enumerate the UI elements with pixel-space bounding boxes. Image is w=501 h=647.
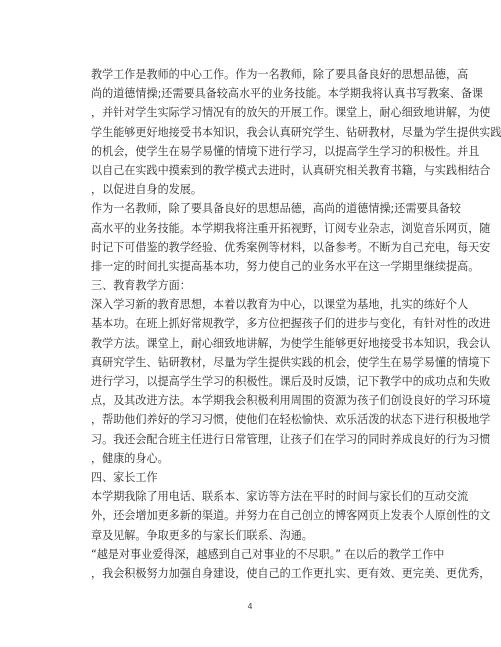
page-number: 4 bbox=[247, 602, 253, 611]
text-line: 以自己在实践中摸索到的教学模式去进时，认真研究相关教育书籍，与实践相结合 bbox=[91, 163, 491, 177]
text-line: 时记下可借鉴的教学经验、优秀案例等材料，以备参考。不断为自己充电，每天安 bbox=[91, 240, 491, 254]
body-text bbox=[91, 65, 501, 583]
text-line: ，健康的身心。 bbox=[91, 451, 169, 465]
text-line: 真研究学生、钻研教材，尽量为学生提供实践的机会，使学生在易学易懂的情境下 bbox=[91, 355, 491, 369]
text-line: ，帮助他们养好的学习习惯，使他们在轻松愉快、欢乐活泼的状态下进行积极地学 bbox=[91, 413, 491, 427]
text-line: 章及见解。争取更多的与家长们联系、沟通。 bbox=[91, 528, 313, 542]
text-line: “越是对事业爱得深，越感到自己对事业的不尽职。” 在以后的教学工作中 bbox=[91, 547, 445, 561]
text-line: 基本功。在班上抓好常规教学，多方位把握孩子们的进步与变化，有针对性的改进 bbox=[91, 317, 491, 331]
text-line: 教学工作是教师的中心工作。作为一名教师，除了要具备良好的思想品德，高 bbox=[91, 68, 469, 81]
text-line: 高水平的业务技能。本学期我将注重开拓视野，订阅专业杂志，浏览音乐网页，随 bbox=[91, 221, 491, 235]
text-line: ，以促进自身的发展。 bbox=[91, 183, 202, 197]
text-line: 作为一名教师，除了要具备良好的思想品德，高尚的道德情操;还需要具备较 bbox=[91, 202, 461, 216]
text-line: 外，还会增加更多新的渠道。并努力在自己创立的博客网页上发表个人原创性的文 bbox=[91, 509, 491, 523]
text-line: 三、教育教学方面： bbox=[91, 279, 191, 293]
text-line: 进行学习，以提高学生学习的积极性。课后及时反馈，记下教学中的成功点和失败 bbox=[91, 375, 491, 388]
text-line: 本学期我除了用电话、联系本、家访等方法在平时的时间与家长们的互动交流 bbox=[91, 490, 469, 504]
text-line: ，并针对学生实际学习情况有的放矢的开展工作。课堂上，耐心细致地讲解，为使 bbox=[91, 106, 491, 120]
text-line: 教学方法。课堂上，耐心细致地讲解，为使学生能够更好地接受书本知识，我会认 bbox=[91, 336, 491, 350]
text-line: 深入学习新的教育思想，本着以教育为中心，以课堂为基地，扎实的练好个人 bbox=[91, 298, 469, 312]
text-line: 点，及其改进方法。本学期我会积极利用周围的资源为孩子们创设良好的学习环境 bbox=[91, 394, 491, 408]
text-line: ，我会积极努力加强自身建设，使自己的工作更扎实、更有效、更完美、更优秀， bbox=[91, 566, 491, 580]
text-line: 排一定的时间扎实提高基本功，努力使自己的业务水平在这一学期里继续提高。 bbox=[91, 259, 480, 273]
text-line: 四、家长工作 bbox=[91, 470, 158, 484]
text-line: 学生能够更好地接受书本知识，我会认真研究学生、钻研教材，尽量为学生提供实践 bbox=[91, 125, 501, 139]
text-line: 的机会，使学生在易学易懂的情境下进行学习，以提高学生学习的积极性。并且 bbox=[91, 144, 480, 158]
text-line: 习。我还会配合班主任进行日常管理，让孩子们在学习的同时养成良好的行为习惯 bbox=[91, 432, 491, 446]
text-line: 尚的道德情操;还需要具备较高水平的业务技能。本学期我将认真书写教案、备课 bbox=[91, 87, 484, 101]
